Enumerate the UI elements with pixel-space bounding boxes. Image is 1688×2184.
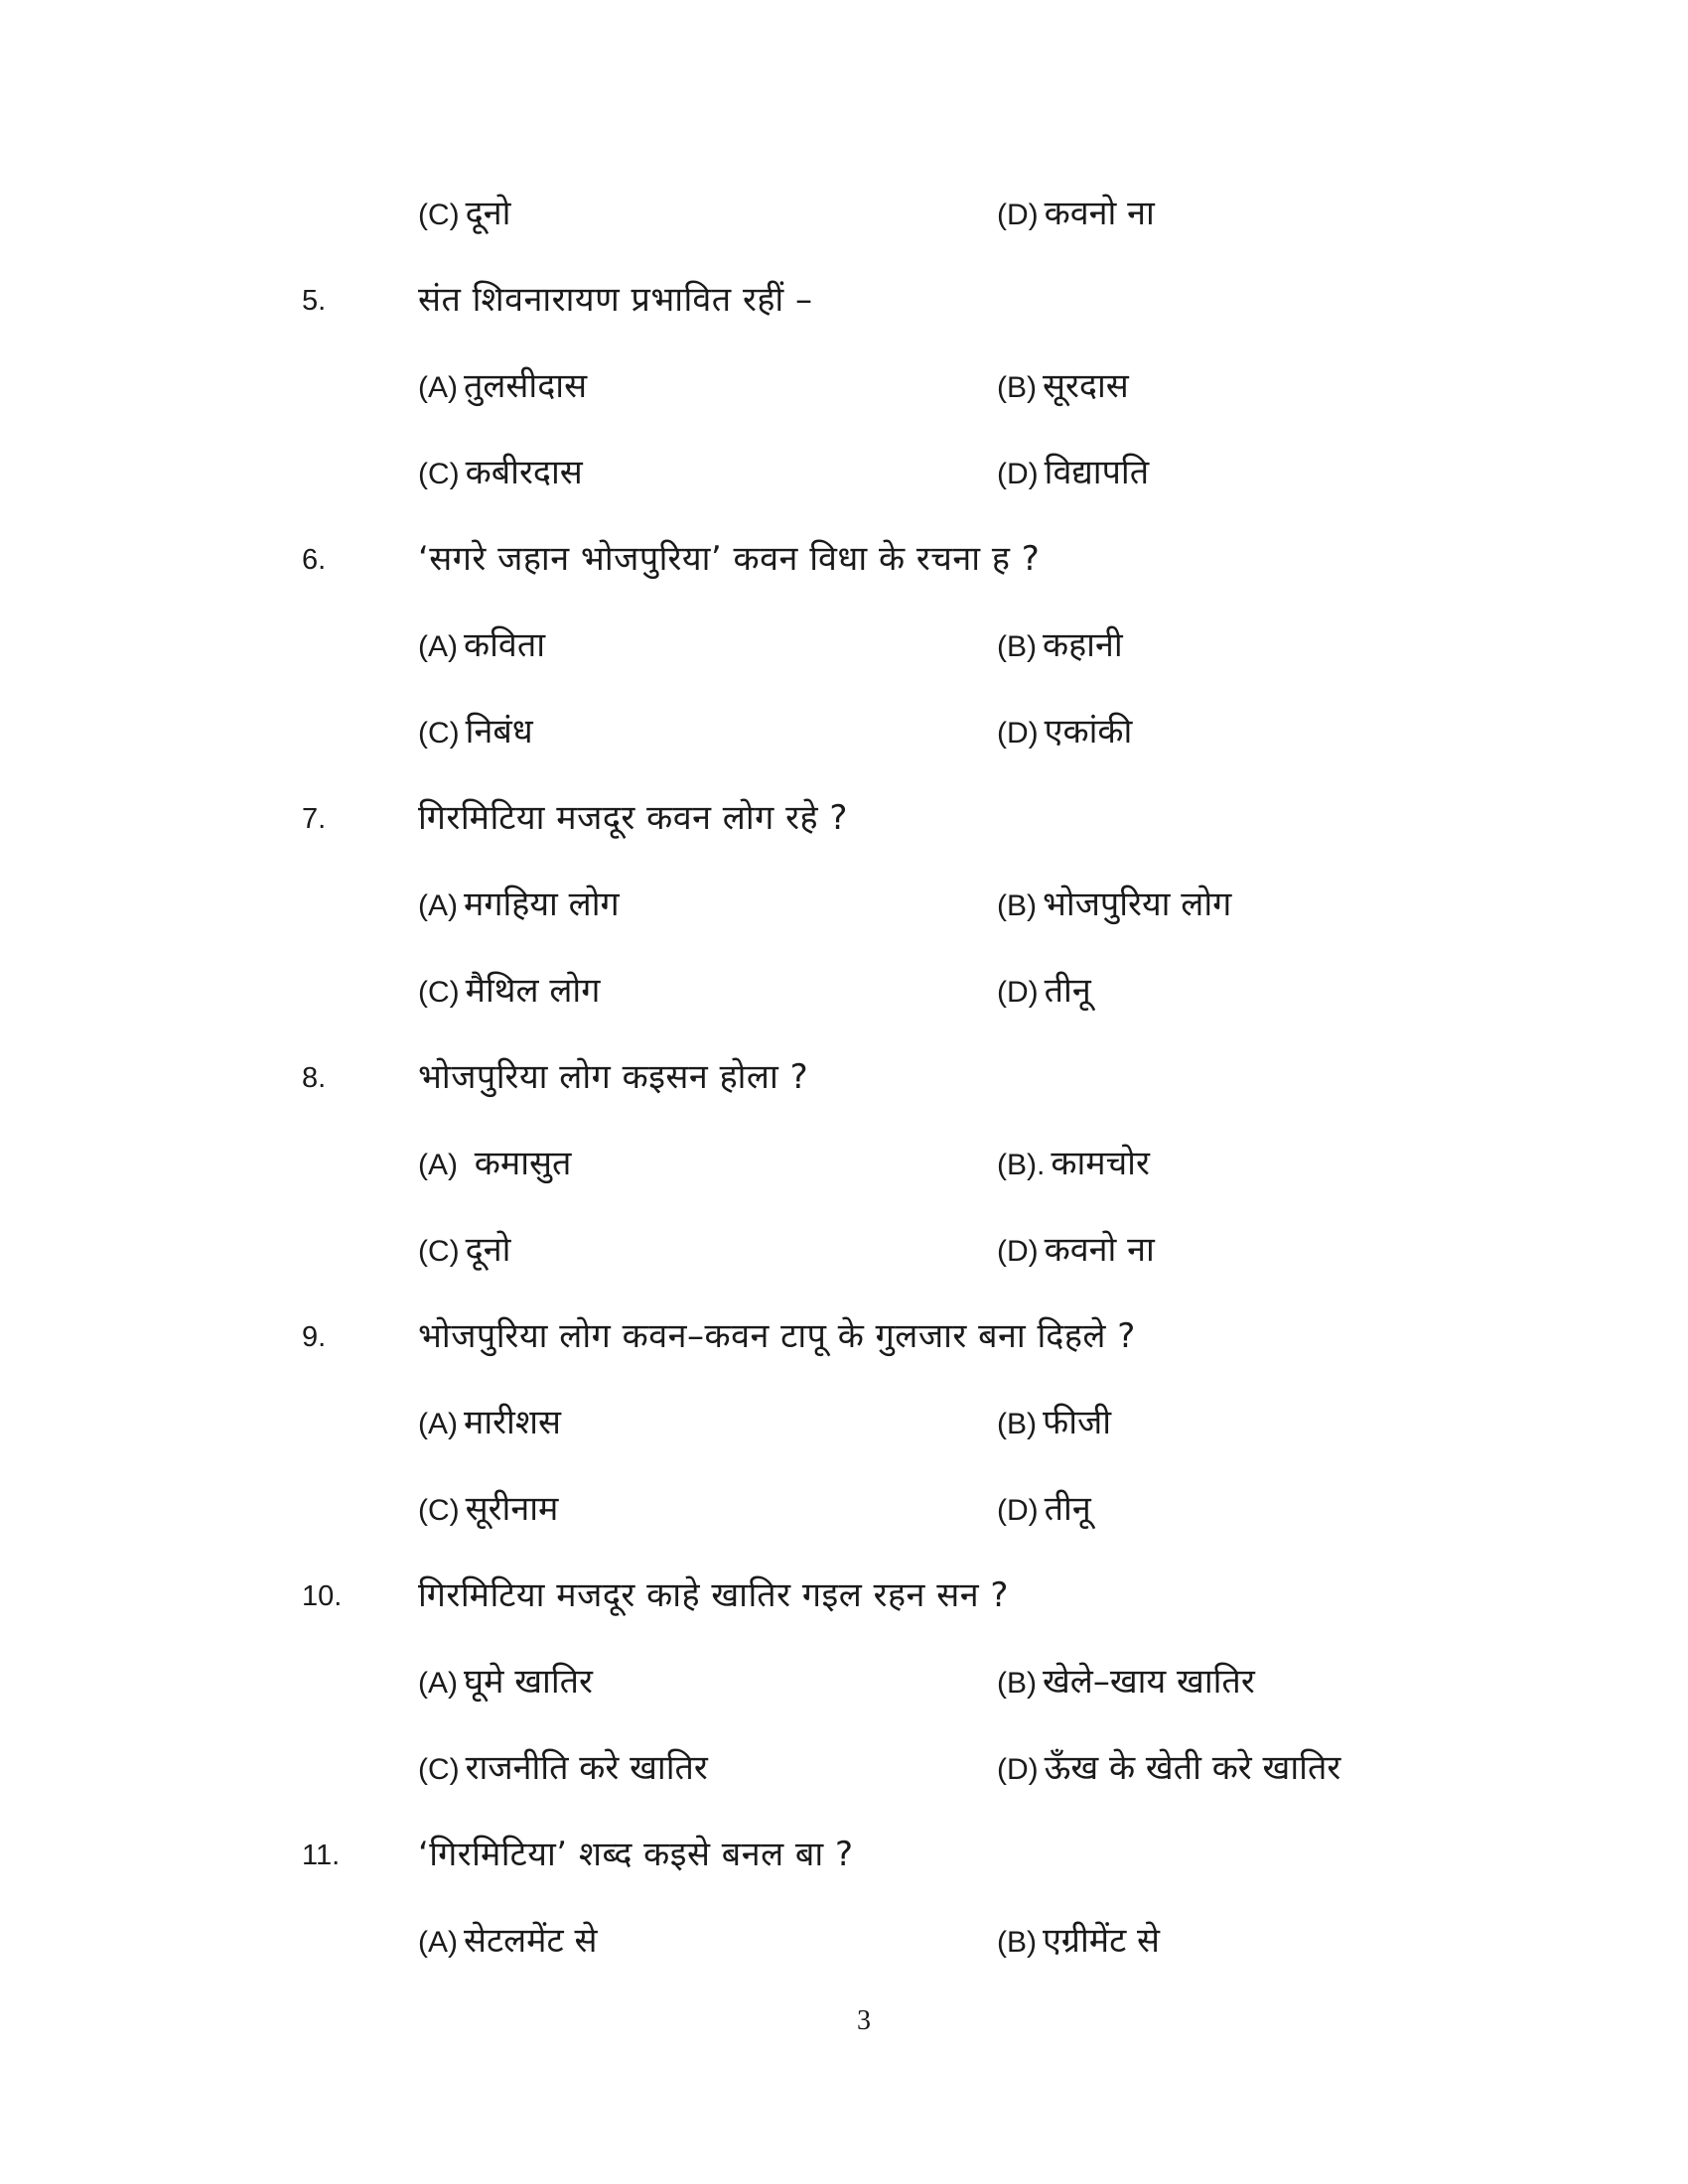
option-c [418,707,533,752]
option-label: (A) [418,889,458,922]
question-text: ‘गिरमिटिया’ शब्द कइसे बनल बा ? [418,1835,854,1874]
option-text: कवनो ना [1044,194,1155,233]
option-text: एकांकी [1044,712,1133,751]
question-number: 11. [302,1840,341,1871]
option-label: (D) [997,1753,1039,1786]
question-number: 5. [302,285,327,317]
option-label: (A) [418,1667,458,1700]
option-c [418,966,600,1012]
option-b [997,880,1231,925]
option-d [997,448,1149,493]
question-row [0,1307,1688,1367]
option-c [418,1743,708,1789]
option-label: (B) [997,889,1037,922]
option-a [418,361,587,407]
option-label: (B) [997,1667,1037,1700]
option-text: तीनू [1044,1489,1091,1529]
option-text: सेटलमेंट से [464,1921,598,1961]
option-row [0,1480,1688,1540]
option-label: (A) [418,371,458,404]
option-label: (A) [418,1408,458,1440]
option-label: (D) [997,1235,1039,1268]
option-row [0,1394,1688,1453]
option-text: कवनो ना [1044,1230,1155,1270]
option-a [418,1657,593,1703]
option-label: (C) [418,458,460,490]
question-number: 6. [302,544,327,576]
option-label: (C) [418,976,460,1009]
option-label: (C) [418,1753,460,1786]
option-text: निबंध [465,712,533,751]
option-text: विद्यापति [1044,453,1150,492]
option-text: भोजपुरिया लोग [1043,885,1232,924]
option-label: (B) [997,371,1037,404]
question-text: संत शिवनारायण प्रभावित रहीं – [418,280,813,320]
option-text: खेले–खाय खातिर [1043,1662,1255,1702]
option-text: सूरीनाम [465,1489,559,1529]
option-label: (C) [418,199,460,231]
option-d [997,966,1091,1012]
option-row [0,1912,1688,1972]
option-b [997,620,1123,666]
question-number: 7. [302,803,327,835]
option-label: (C) [418,1494,460,1527]
question-text: ‘सगरे जहान भोजपुरिया’ कवन विधा के रचना ह ? [418,539,1041,579]
option-label: (A) [418,1926,458,1959]
option-a [418,1398,561,1443]
question-row [0,1826,1688,1885]
option-text: राजनीति करे खातिर [465,1748,708,1788]
option-c [418,448,583,493]
question-row [0,530,1688,590]
option-label: (C) [418,1235,460,1268]
option-text: कबीरदास [465,453,583,492]
question-row [0,789,1688,849]
option-text: कामचोर [1051,1144,1150,1183]
option-text: मारीशस [464,1403,561,1442]
option-label: (B) [997,1926,1037,1959]
option-text: एग्रीमेंट से [1043,1921,1161,1961]
question-number: 8. [302,1062,327,1094]
option-text: तीनू [1044,971,1091,1011]
option-c [418,1484,558,1530]
question-row [0,1567,1688,1626]
option-a [418,1139,571,1184]
option-row [0,1739,1688,1799]
option-text: दूनो [465,1230,511,1270]
option-a [418,1916,597,1962]
option-text: ऊँख के खेती करे खातिर [1044,1748,1341,1788]
option-row [0,703,1688,762]
option-b [997,1139,1150,1184]
option-label: (D) [997,976,1039,1009]
option-label: (D) [997,458,1039,490]
option-label: (C) [418,717,460,750]
option-d [997,189,1155,234]
option-text: कमासुत [464,1144,572,1183]
option-label: (B) [997,1408,1037,1440]
option-row [0,1135,1688,1194]
option-row [0,1653,1688,1712]
option-label: (D) [997,1494,1039,1527]
option-label: (A) [418,1149,458,1181]
option-row [0,1221,1688,1281]
option-text: कविता [464,625,546,665]
option-c [418,189,510,234]
option-d [997,707,1132,752]
option-text: फीजी [1043,1403,1112,1442]
question-text: भोजपुरिया लोग कवन–कवन टापू के गुलजार बना दिहले ? [418,1316,1136,1356]
option-label: (B). [997,1149,1046,1181]
option-b [997,361,1129,407]
option-b [997,1657,1255,1703]
option-text: कहानी [1043,625,1123,665]
option-row [0,357,1688,417]
option-a [418,880,620,925]
option-row [0,444,1688,503]
option-text: तुलसीदास [464,366,588,406]
option-d [997,1743,1340,1789]
option-b [997,1398,1111,1443]
option-text: मगहिया लोग [464,885,620,924]
question-number: 10. [302,1580,343,1612]
option-row [0,616,1688,676]
option-text: सूरदास [1043,366,1129,406]
option-a [418,620,545,666]
option-row [0,185,1688,244]
option-row [0,962,1688,1022]
option-label: (A) [418,630,458,663]
option-label: (D) [997,199,1039,231]
question-number: 9. [302,1321,327,1353]
option-text: दूनो [465,194,511,233]
question-text: गिरमिटिया मजदूर काहे खातिर गइल रहन सन ? [418,1575,1009,1615]
option-d [997,1225,1155,1271]
option-b [997,1916,1160,1962]
option-text: घूमे खातिर [464,1662,593,1702]
option-d [997,1484,1091,1530]
question-row [0,271,1688,331]
option-c [418,1225,510,1271]
question-text: गिरमिटिया मजदूर कवन लोग रहे ? [418,798,848,838]
question-row [0,1048,1688,1108]
page-number: 3 [857,2005,871,2036]
option-label: (D) [997,717,1039,750]
question-text: भोजपुरिया लोग कइसन होला ? [418,1057,809,1097]
option-label: (B) [997,630,1037,663]
option-text: मैथिल लोग [465,971,601,1011]
option-row [0,876,1688,935]
